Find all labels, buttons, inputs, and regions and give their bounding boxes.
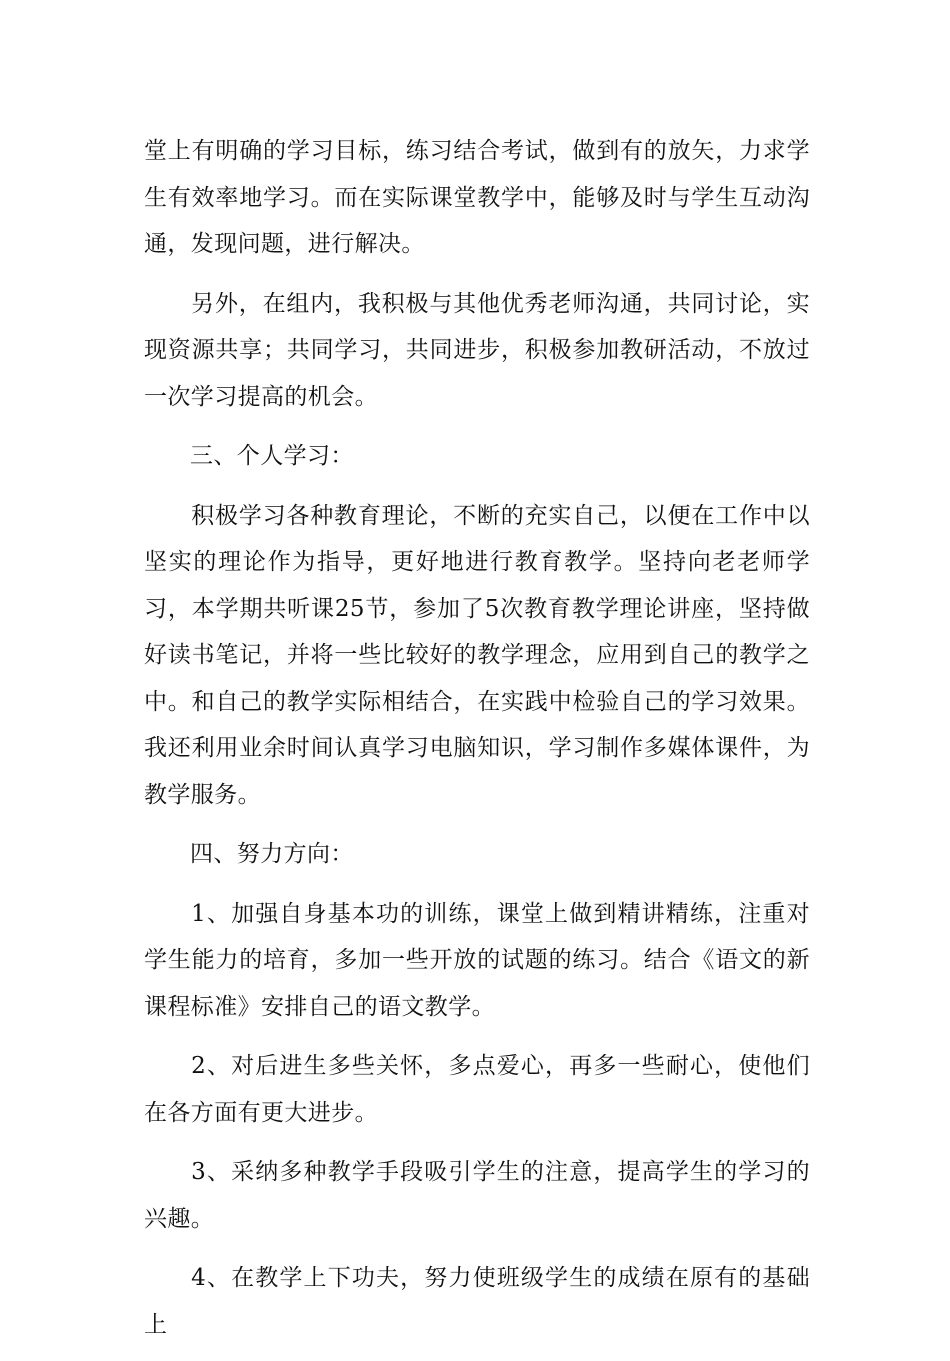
paragraph-continued-classroom: 堂上有明确的学习目标，练习结合考试，做到有的放矢，力求学生有效率地学习。而在实际课堂教学中，能够及时与学生互动沟通，发现问题，进行解决。 (144, 138, 810, 257)
section-heading-direction: 四、努力方向： (190, 841, 354, 867)
paragraph-personal-study: 积极学习各种教育理论，不断的充实自己，以便在工作中以坚实的理论作为指导，更好地进行教育教学。坚持向老老师学习，本学期共听课25节，参加了5次教育教学理论讲座，坚持做好读书笔记，并将一些比较好的教学理念，应用到自己的教学之中。和自己的教学实际相结合，在实践中检验自己的学习效果。我还利用业余时间认真学习电脑知识，学习制作多媒体课件，为教学服务。 (144, 502, 810, 808)
document-body (144, 128, 810, 1361)
list-item-3: 3、采纳多种教学手段吸引学生的注意，提高学生的学习的兴趣。 (144, 1159, 810, 1232)
list-item-1: 1、加强自身基本功的训练，课堂上做到精讲精练，注重对学生能力的培育，多加一些开放的试题的练习。结合《语文的新课程标准》安排自己的语文教学。 (144, 900, 810, 1020)
section-heading-personal-study: 三、个人学习： (190, 443, 354, 469)
list-item-4: 4、在教学上下功夫，努力使班级学生的成绩在原有的基础上 (144, 1265, 810, 1338)
paragraph-collaboration: 另外，在组内，我积极与其他优秀老师沟通，共同讨论，实现资源共享；共同学习，共同进步，积极参加教研活动，不放过一次学习提高的机会。 (144, 290, 810, 410)
list-item-2: 2、对后进生多些关怀，多点爱心，再多一些耐心，使他们在各方面有更大进步。 (144, 1053, 810, 1126)
